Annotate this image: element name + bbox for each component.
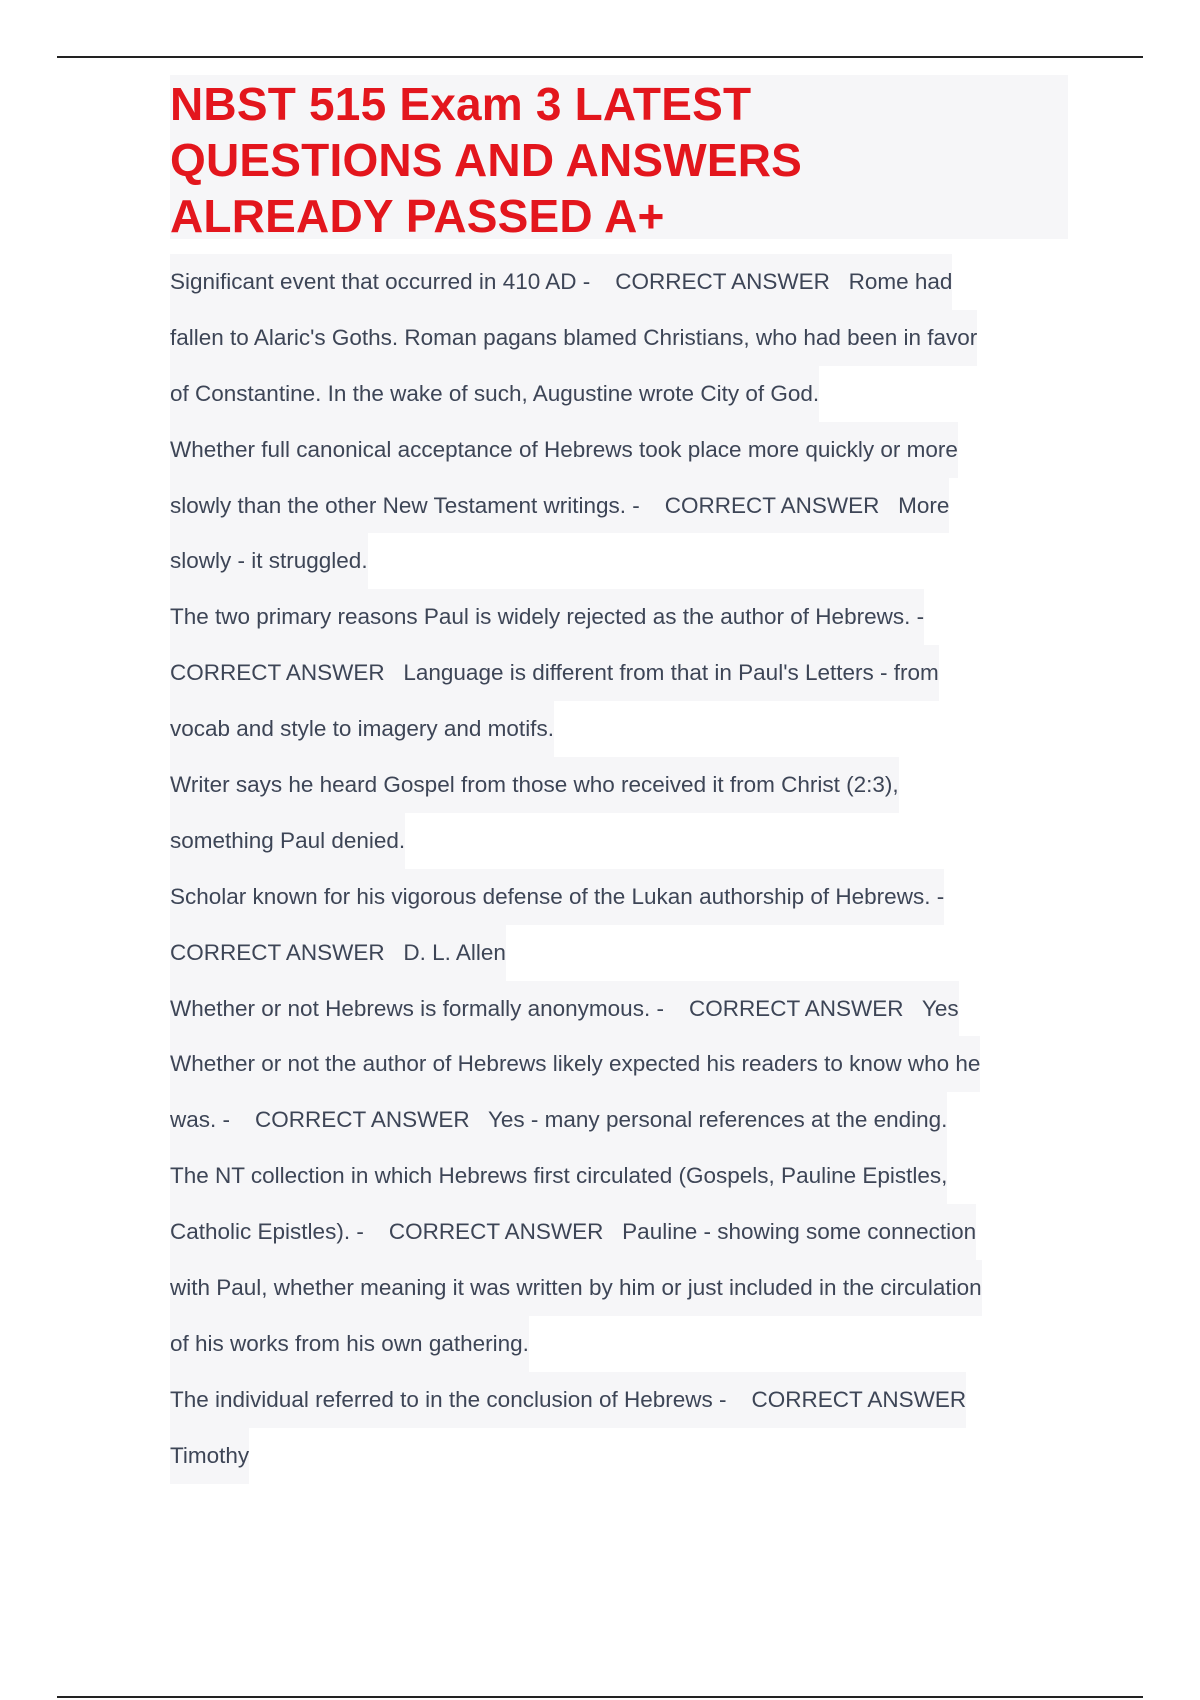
text-line: Whether or not Hebrews is formally anonymous. - CORRECT ANSWER Yes <box>170 981 959 1037</box>
text-line: Scholar known for his vigorous defense of the Lukan authorship of Hebrews. - <box>170 869 944 925</box>
text-line: CORRECT ANSWER Language is different from that in Paul's Letters - from <box>170 645 939 701</box>
document-title <box>170 76 1068 244</box>
text-line: vocab and style to imagery and motifs. <box>170 701 554 757</box>
text-line: was. - CORRECT ANSWER Yes - many personal references at the ending. <box>170 1092 947 1148</box>
text-line: The NT collection in which Hebrews first circulated (Gospels, Pauline Epistles, <box>170 1148 947 1204</box>
text-line: slowly - it struggled. <box>170 533 368 589</box>
text-line: Significant event that occurred in 410 AD - CORRECT ANSWER Rome had <box>170 254 952 310</box>
text-line: CORRECT ANSWER D. L. Allen <box>170 925 506 981</box>
title-line: ALREADY PASSED A+ <box>170 190 665 242</box>
title-line: NBST 515 Exam 3 LATEST <box>170 78 752 130</box>
text-line: something Paul denied. <box>170 813 405 869</box>
title-block <box>170 75 1068 242</box>
bottom-rule <box>57 1696 1143 1698</box>
text-line: Catholic Epistles). - CORRECT ANSWER Pauline - showing some connection <box>170 1204 976 1260</box>
text-line: Whether full canonical acceptance of Hebrews took place more quickly or more <box>170 422 958 478</box>
text-line: Whether or not the author of Hebrews likely expected his readers to know who he <box>170 1036 980 1092</box>
text-line: fallen to Alaric's Goths. Roman pagans blamed Christians, who had been in favor <box>170 310 977 366</box>
document-body <box>170 254 1070 1484</box>
title-line: QUESTIONS AND ANSWERS <box>170 134 803 186</box>
text-line: of his works from his own gathering. <box>170 1316 529 1372</box>
text-line: with Paul, whether meaning it was written by him or just included in the circulation <box>170 1260 982 1316</box>
text-line: Timothy <box>170 1428 249 1484</box>
top-rule <box>57 56 1143 58</box>
text-line: of Constantine. In the wake of such, Augustine wrote City of God. <box>170 366 819 422</box>
text-line: slowly than the other New Testament writings. - CORRECT ANSWER More <box>170 478 949 534</box>
text-line: The two primary reasons Paul is widely rejected as the author of Hebrews. - <box>170 589 924 645</box>
text-line: Writer says he heard Gospel from those who received it from Christ (2:3), <box>170 757 899 813</box>
text-line: The individual referred to in the conclusion of Hebrews - CORRECT ANSWER <box>170 1372 966 1428</box>
